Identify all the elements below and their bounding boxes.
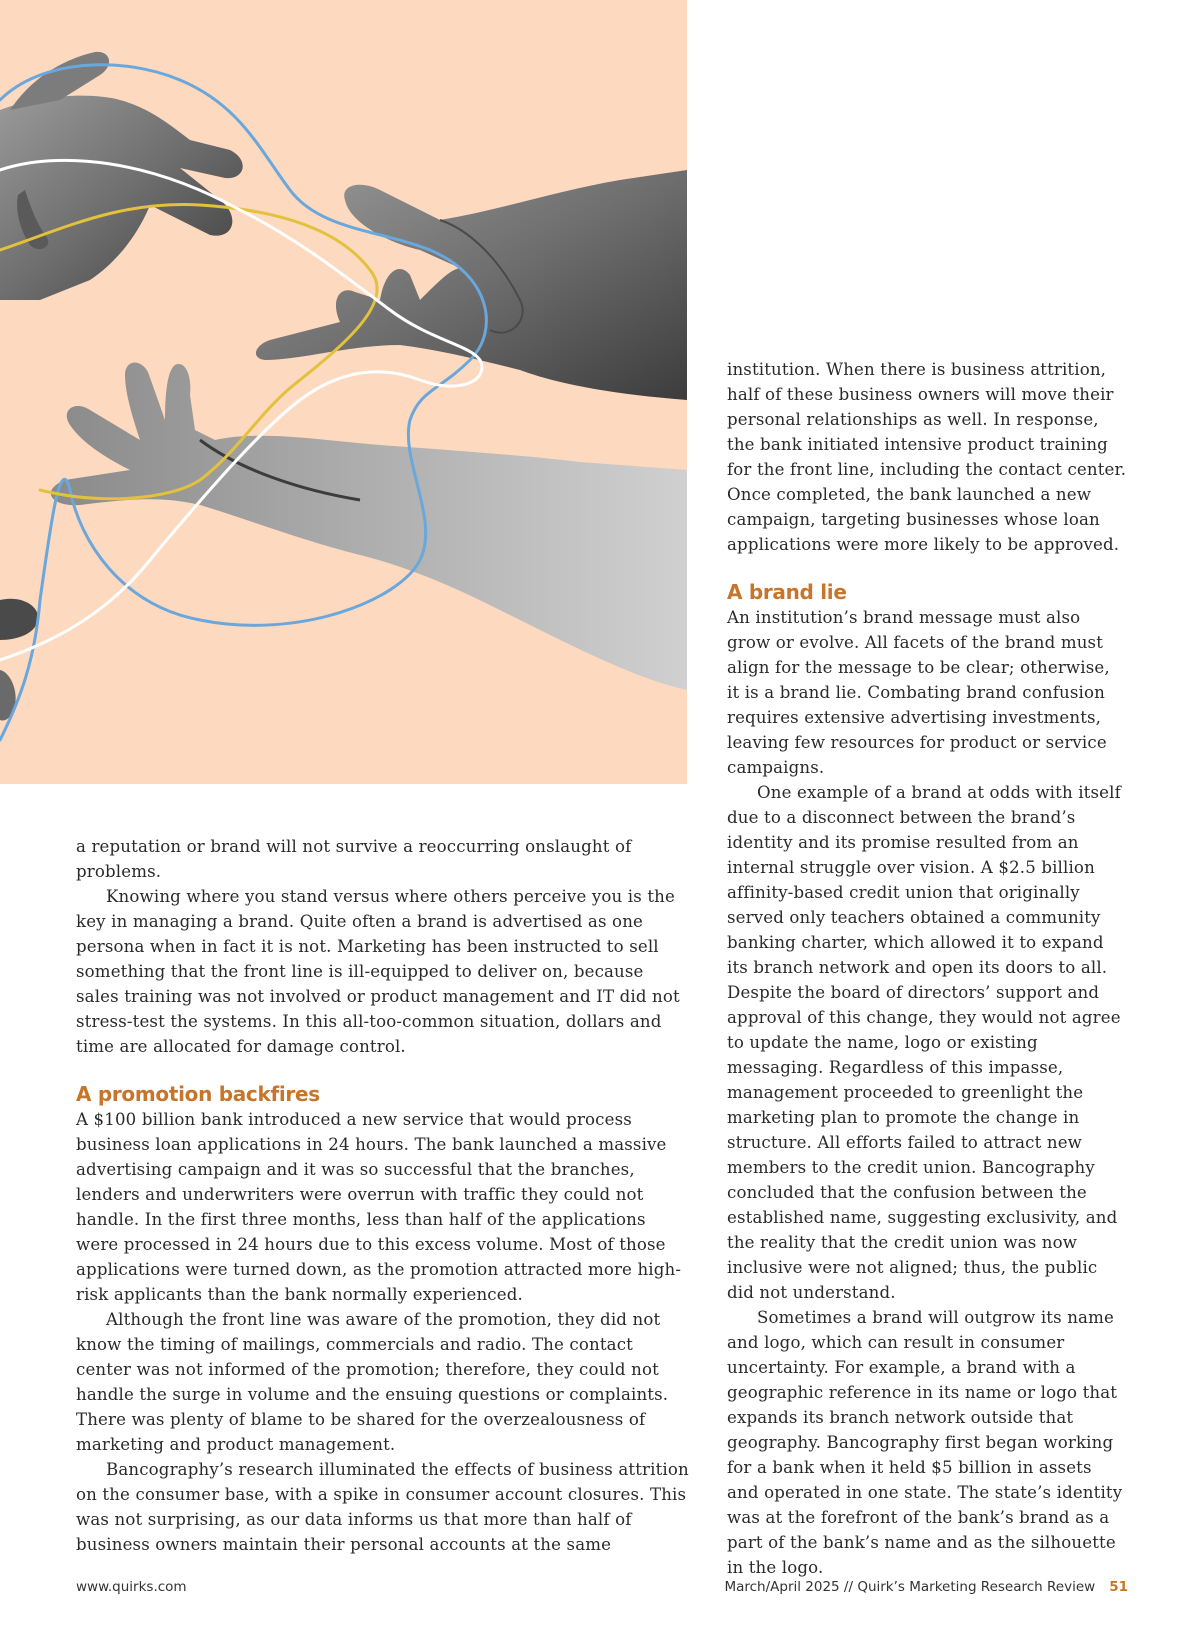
page-number: 51 — [1109, 1579, 1128, 1595]
issue-label: March/April 2025 // Quirk’s Marketing Research Review — [724, 1579, 1096, 1595]
body-paragraph: Sometimes a brand will outgrow its name and logo, which can result in consumer uncertainty. For example, a brand with a geographic reference in its name or logo that expands its branch network outside that geography. Bancography first began working for a bank when it held $5 billion in assets and operated in one state. The state’s identity was at the forefront of the bank’s brand as a part of the bank’s name and as the silhouette in the logo. — [727, 1308, 1123, 1577]
body-paragraph: A $100 billion bank introduced a new service that would process business loan applications in 24 hours. The bank launched a massive advertising campaign and it was so successful that the branches, lenders and underwriters were overrun with traffic they could not handle. In the first three months, less than half of the applications were processed in 24 hours due to this excess volume. Most of those applications were turned down, as the promotion attracted more high-risk applicants than the bank normally experienced. — [76, 1110, 682, 1304]
body-paragraph: Bancography’s research illuminated the effects of business attrition on the consumer base, with a spike in consumer account closures. This was not surprising, as our data informs us that more than half of business owners maintain their personal accounts at the same — [76, 1460, 689, 1554]
body-paragraph: One example of a brand at odds with itself due to a disconnect between the brand’s identity and its promise resulted from an internal struggle over vision. A $2.5 billion affinity-based credit union that originally served only teachers obtained a community banking charter, which allowed it to expand its branch network and open its doors to all. Despite the board of directors’ support and approval of this change, they would not agree to update the name, logo or existing messaging. Regardless of this impasse, management proceeded to greenlight the marketing plan to promote the change in structure. All efforts failed to attract new members to the credit union. Bancography concluded that the confusion between the established name, suggesting exclusivity, and the reality that the credit union was now inclusive were not aligned; thus, the public did not understand. — [727, 783, 1121, 1302]
footer-website: www.quirks.com — [76, 1579, 187, 1595]
right-reaching-hand — [256, 170, 687, 400]
body-paragraph: institution. When there is business attrition, half of these business owners will move their personal relationships as well. In response, the bank initiated intensive product training for the front line, including the contact center. Once completed, the bank launched a new campaign, targeting businesses whose loan applications were more likely to be approved. — [727, 360, 1127, 554]
body-paragraph: An institution’s brand message must also grow or evolve. All facets of the brand must align for the message to be clear; otherwise, it is a brand lie. Combating brand confusion requires extensive advertising investments, leaving few resources for product or service campaigns. — [727, 608, 1110, 777]
right-column — [727, 357, 1127, 1580]
body-paragraph: Although the front line was aware of the promotion, they did not know the timing of mailings, commercials and radio. The contact center was not informed of the promotion; therefore, they could not handle the surge in volume and the ensuing questions or complaints. There was plenty of blame to be shared for the overzealousness of marketing and product management. — [76, 1310, 669, 1454]
section-heading-promotion: A promotion backfires — [76, 1082, 320, 1106]
hands-threads-image — [0, 0, 687, 784]
left-column — [76, 834, 690, 1557]
footer-issue — [724, 1579, 1128, 1595]
top-left-hand — [0, 52, 243, 300]
lower-hand — [51, 363, 687, 690]
section-heading-brand-lie: A brand lie — [727, 580, 847, 604]
hero-illustration — [0, 0, 687, 784]
body-paragraph: Knowing where you stand versus where others perceive you is the key in managing a brand. Quite often a brand is advertised as one persona when in fact it is not. Marketing has been instructed to sell something that the front line is ill-equipped to deliver on, because sales training was not involved or product management and IT did not stress-test the systems. In this all-too-common situation, dollars and time are allocated for damage control. — [76, 887, 680, 1056]
body-paragraph: a reputation or brand will not survive a reoccurring onslaught of problems. — [76, 837, 632, 881]
